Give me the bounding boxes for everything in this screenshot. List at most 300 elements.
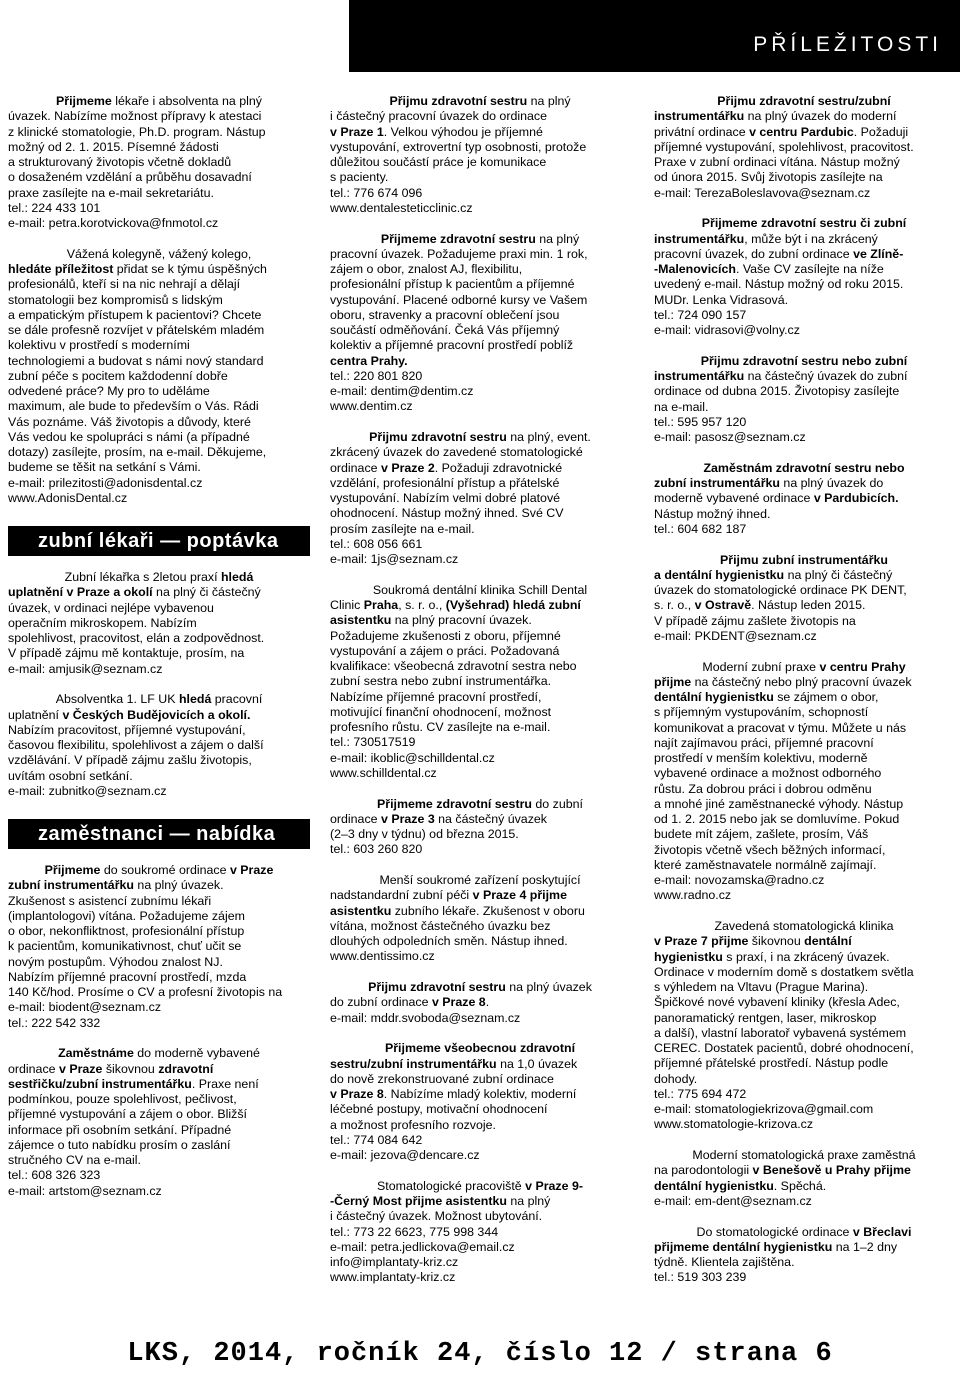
ad-text: i částečný pracovní úvazek do ordinace <box>330 109 547 124</box>
ad-line <box>330 919 630 934</box>
ad-line <box>8 970 310 985</box>
ad-line <box>654 476 954 491</box>
ad-text-bold: (Vyšehrad) hledá zubní <box>445 598 581 612</box>
ad-text: týdně. Klientela zajištěna. <box>654 1255 795 1269</box>
ad-line <box>330 293 630 308</box>
ad-line <box>330 995 630 1010</box>
ad-text: a strukturovaný životopis včetně dokladů <box>8 155 232 169</box>
ad-text: na částečný úvazek do zubní <box>744 369 908 383</box>
ad-text: tel.: 604 682 187 <box>654 521 747 536</box>
ad-line <box>654 216 954 231</box>
ad-line <box>8 753 310 768</box>
ad-text: e-mail: artstom@seznam.cz <box>8 1183 162 1198</box>
ad-line <box>330 384 630 399</box>
ad-text: a další), vlastní laboratoř vybavená systémem <box>654 1025 907 1040</box>
ad-text: vítána, možnost částečného úvazku bez <box>330 918 551 933</box>
ad-text: novým postupům. Výhodou znalost NJ. <box>8 954 223 969</box>
ad-line <box>8 955 310 970</box>
ad-text: kolektiv a příjemné pracovní prostředí poblíž <box>330 338 574 353</box>
classified-ad <box>8 1046 310 1199</box>
ad-text: www.dentalesteticclinic.cz <box>330 200 473 215</box>
ad-text: , s. r. o., <box>398 598 446 612</box>
ad-text: (2–3 dny v týdnu) od března 2015. <box>330 827 519 841</box>
ad-line <box>330 598 630 613</box>
ad-text: . Vaše CV zasílejte na níže <box>735 262 884 276</box>
ad-text-bold: sestru/zubní instrumentářku <box>330 1056 497 1071</box>
ad-line <box>330 354 630 369</box>
ad-line <box>654 614 954 629</box>
ad-line <box>654 721 954 736</box>
ad-line <box>330 751 630 766</box>
ad-line <box>654 568 954 583</box>
ad-line <box>8 186 310 201</box>
ad-text: prostředí v menším kolektivu, moderně <box>654 751 868 765</box>
classified-ad <box>8 247 310 506</box>
ad-text: Clinic <box>330 598 364 612</box>
ad-line <box>8 1092 310 1107</box>
ad-line <box>330 537 630 552</box>
ad-text: www.dentim.cz <box>330 399 413 414</box>
classified-ad <box>330 980 630 1026</box>
ad-text: moderně vybavené ordinace <box>654 491 814 506</box>
ad-text-bold: v Praze 9- <box>525 1178 583 1193</box>
ad-text: V případě zájmu zašlete životopis na <box>654 613 856 628</box>
ad-line <box>654 186 954 201</box>
ad-text-bold: centra Prahy. <box>330 353 408 368</box>
ad-text: k pacientům, komunikativnost, chuť učit se <box>8 939 242 954</box>
ad-text: ordinace <box>330 460 381 475</box>
ad-text: tel.: 773 22 6623, 775 998 344 <box>330 1224 499 1239</box>
ad-line <box>654 965 954 980</box>
ad-line <box>8 863 310 878</box>
header-bar <box>349 0 960 72</box>
ad-text: se zájmem o obor, <box>773 690 879 704</box>
classified-ad <box>8 570 310 677</box>
ad-text: e-mail: em-dent@seznam.cz <box>654 1193 812 1208</box>
ad-text: které zaměstnavatele normálně zajímají. <box>654 857 877 872</box>
ad-text: do nově zrekonstruované zubní ordinace <box>330 1071 554 1086</box>
ad-line <box>330 1057 630 1072</box>
ad-line <box>330 125 630 140</box>
ad-line <box>8 692 310 707</box>
ad-text-bold: zubní instrumentářku <box>654 476 780 490</box>
ad-text: www.schilldental.cz <box>330 765 437 780</box>
ad-line <box>330 140 630 155</box>
ad-line <box>330 797 630 812</box>
ad-text-bold: v Praze 8 <box>431 995 486 1010</box>
ad-line <box>654 293 954 308</box>
ad-text: lékaře i absolventa na plný <box>111 94 262 108</box>
ad-line <box>654 736 954 751</box>
ad-line <box>330 1133 630 1148</box>
ad-text: Moderní stomatologická praxe zaměstná <box>692 1148 916 1162</box>
ad-line <box>330 461 630 476</box>
ad-text: léčebné postupy, motivační ohodnocení <box>330 1102 548 1117</box>
ad-text: www.AdonisDental.cz <box>8 490 128 505</box>
ad-text: Absolventka 1. LF UK <box>55 692 179 707</box>
ad-text: na plný <box>527 94 571 108</box>
ad-text: od 1. 2. 2015 nebo jak se domluvíme. Pokud <box>654 812 900 826</box>
ad-text: tel.: 224 433 101 <box>8 200 101 215</box>
ad-text: . Spěchá. <box>773 1178 827 1193</box>
ad-line <box>8 769 310 784</box>
ad-text: na částečný nebo plný pracovní úvazek <box>691 674 912 689</box>
ad-text: e-mail: stomatologiekrizova@gmail.com <box>654 1102 874 1116</box>
ad-line <box>654 323 954 338</box>
ad-line <box>8 125 310 140</box>
ad-line <box>330 155 630 170</box>
ad-text-bold: hledá <box>220 570 254 584</box>
ad-text: vzdělání, profesionální přístup a přátelské <box>330 475 560 490</box>
ad-line <box>654 1194 954 1209</box>
ad-line <box>8 323 310 338</box>
ad-line <box>8 570 310 585</box>
ad-text-bold: v Praze 7 přijme <box>654 934 749 949</box>
ad-text: životopis včetně všech běžných informací, <box>654 842 886 857</box>
ad-line <box>330 338 630 353</box>
ad-text: . <box>485 995 490 1010</box>
ad-text-bold: Přijmeme <box>44 863 101 877</box>
ad-text: šikovnou <box>748 934 805 949</box>
ad-line <box>654 919 954 934</box>
ad-line <box>654 751 954 766</box>
ad-text: e-mail: dentim@dentim.cz <box>330 384 474 398</box>
ad-text: s. r. o., <box>654 598 695 613</box>
ad-text: tel.: 730517519 <box>330 735 416 750</box>
ad-line <box>8 662 310 677</box>
ad-line <box>8 616 310 631</box>
ad-line <box>654 1255 954 1270</box>
ad-text: dotazy) zasílejte, prosím, na e-mail. Děkujeme, <box>8 445 267 459</box>
ad-text: na plný úvazek do <box>779 476 884 490</box>
ad-line <box>330 491 630 506</box>
ad-text: zubního lékaře. Zkušenost v oboru <box>391 903 585 918</box>
ad-line <box>330 1102 630 1117</box>
ad-text: uvedený e-mail. Nástup možný od roku 2015. <box>654 277 904 292</box>
ad-line <box>654 934 954 949</box>
ad-line <box>330 904 630 919</box>
ad-line <box>654 247 954 262</box>
ad-line <box>8 601 310 616</box>
ad-line <box>8 585 310 600</box>
ad-line <box>8 247 310 262</box>
ad-text: Vás vedou ke spolupráci s námi (a případné <box>8 429 250 444</box>
ad-line <box>8 1000 310 1015</box>
ad-text: e-mail: jezova@dencare.cz <box>330 1148 480 1162</box>
ad-line <box>330 735 630 750</box>
ad-text: na plný či částečný <box>152 585 261 600</box>
ad-text: příjemné přátelské prostředí. Nástup podle <box>654 1056 889 1071</box>
ad-text: Zubní lékařka s 2letou praxí <box>64 570 221 584</box>
ad-line <box>654 583 954 598</box>
ad-text: , může být i na zkrácený <box>744 231 878 246</box>
ad-line <box>654 1117 954 1132</box>
ad-text: tel.: 775 694 472 <box>654 1086 747 1101</box>
ad-text-bold: dentální hygienistku <box>654 690 774 704</box>
ad-text: e-mail: prilezitosti@adonisdental.cz <box>8 475 203 490</box>
ad-text: Špičkové nové vybavení kliniky (křesla Adec, <box>654 995 900 1010</box>
ad-text: do zubní ordinace <box>330 995 432 1010</box>
classified-ad <box>330 873 630 965</box>
ad-text: info@implantaty-kriz.cz <box>330 1255 459 1269</box>
ad-text: Nabízím pracovitost, příjemné vystupování, <box>8 722 246 737</box>
ad-text: e-mail: vidrasovi@volny.cz <box>654 323 800 337</box>
ad-line <box>330 506 630 521</box>
column-1 <box>8 94 310 1214</box>
ad-line <box>8 201 310 216</box>
ad-text: šikovnou <box>102 1061 159 1076</box>
ad-line <box>654 950 954 965</box>
ad-line <box>654 1148 954 1163</box>
classified-ad <box>654 919 954 1133</box>
ad-text: na plný úvazek. <box>133 878 224 893</box>
ad-line <box>330 445 630 460</box>
ad-line <box>654 598 954 613</box>
ad-line <box>330 1270 630 1285</box>
ad-line <box>330 629 630 644</box>
column-3 <box>654 94 954 1301</box>
ad-line <box>330 812 630 827</box>
ad-text: spolehlivost, pracovitost, elán a zodpovědnost. <box>8 631 265 645</box>
ad-text: www.stomatologie-krizova.cz <box>654 1117 814 1132</box>
ad-line <box>8 738 310 753</box>
ad-text: Nabízím příjemné pracovní prostředí, mzda <box>8 969 247 984</box>
ad-text: Vážená kolegyně, vážený kolego, <box>66 246 252 261</box>
ad-line <box>8 476 310 491</box>
ad-text: e-mail: mddr.svoboda@seznam.cz <box>330 1010 521 1025</box>
ad-line <box>654 1087 954 1102</box>
ad-line <box>8 1046 310 1061</box>
ad-line <box>654 812 954 827</box>
ad-text: přidat se k týmu úspěšných <box>113 262 267 276</box>
ad-text: 140 Kč/hod. Prosíme o CV a profesní životopis na <box>8 985 283 999</box>
ad-line <box>654 782 954 797</box>
ad-text: Požadujeme zkušenosti z oboru, příjemné <box>330 628 561 643</box>
classified-ad <box>330 232 630 415</box>
ad-text: na plný pracovní úvazek. <box>391 613 532 628</box>
ad-text: www.dentissimo.cz <box>330 949 435 964</box>
ad-text: nadstandardní zubní péči <box>330 888 473 903</box>
ad-line <box>8 170 310 185</box>
classified-ad <box>8 94 310 231</box>
ad-text: na plný či částečný <box>784 567 893 582</box>
ad-line <box>654 354 954 369</box>
ad-line <box>654 430 954 445</box>
ad-line <box>8 1123 310 1138</box>
ad-line <box>330 94 630 109</box>
ad-text: e-mail: petra.jedlickova@email.cz <box>330 1239 515 1254</box>
ad-text-bold: v Praze 4 přijme <box>472 888 567 903</box>
classified-ad <box>330 94 630 216</box>
ad-text-bold: v Břeclavi <box>852 1224 912 1239</box>
ad-line <box>8 894 310 909</box>
ad-line <box>8 1107 310 1122</box>
ad-line <box>654 660 954 675</box>
ad-line <box>654 400 954 415</box>
ad-line <box>330 613 630 628</box>
ad-text: příjemné vystupování a zájem o obor. Bližší <box>8 1107 247 1122</box>
ad-line <box>8 94 310 109</box>
classified-ad <box>654 216 954 338</box>
ad-text: časovou flexibilitu, spolehlivost a zájem o další <box>8 738 264 752</box>
ad-text: a empatickým přístupem k pacientovi? Chcete <box>8 307 262 322</box>
ad-line <box>654 1225 954 1240</box>
ad-text-bold: v Pardubicích. <box>813 491 899 506</box>
ad-text-bold: dentální <box>804 934 852 949</box>
ad-text-bold: v centru Pardubic <box>749 124 854 139</box>
ad-text: od února 2015. Svůj životopis zasílejte na <box>654 170 883 185</box>
ad-text: odvedené práce? My pro to uděláme <box>8 384 210 398</box>
classified-ad <box>654 660 954 904</box>
ad-text-bold: Přijmu zdravotní sestru <box>389 94 528 108</box>
ad-text: e-mail: zubnitko@seznam.cz <box>8 783 167 798</box>
ad-text-bold: ve Zlíně- <box>853 246 904 261</box>
ad-text: . Požaduji <box>853 124 909 139</box>
ad-text-bold: zdravotní <box>158 1061 214 1076</box>
ad-text: tel.: 776 674 096 <box>330 185 423 200</box>
ad-line <box>654 827 954 842</box>
classified-ad <box>330 1179 630 1286</box>
ad-text: tel.: 608 056 661 <box>330 536 423 551</box>
ad-text: e-mail: pasosz@seznam.cz <box>654 430 806 444</box>
ad-line <box>654 384 954 399</box>
ad-text: vybavené ordinace a možnost odborného <box>654 766 882 781</box>
ad-text-bold: Přijmu zubní instrumentářku <box>720 552 888 567</box>
classified-ad <box>330 583 630 781</box>
ad-line <box>330 109 630 124</box>
ad-text-bold: přijme <box>654 674 692 689</box>
ad-line <box>654 873 954 888</box>
ad-text-bold: Přijmeme zdravotní sestru <box>377 796 532 811</box>
ad-text: e-mail: novozamska@radno.cz <box>654 873 825 887</box>
ad-line <box>654 262 954 277</box>
ad-line <box>8 1016 310 1031</box>
ad-line <box>654 155 954 170</box>
ad-text-bold: v Praze 3 <box>380 811 435 826</box>
ad-line <box>330 399 630 414</box>
ad-line <box>654 888 954 903</box>
ad-line <box>8 1168 310 1183</box>
ad-line <box>654 843 954 858</box>
ad-text: prosím zasílejte na e-mail. <box>330 521 475 536</box>
ad-text: V případě zájmu mě kontaktuje, prosím, na <box>8 646 245 661</box>
ad-line <box>330 522 630 537</box>
ad-line <box>330 170 630 185</box>
classified-ad <box>330 1041 630 1163</box>
ad-text: zubní sestra nebo zubní instrumentářka. <box>330 674 552 689</box>
ad-line <box>330 1041 630 1056</box>
ad-text-bold: Přijmu zdravotní sestru <box>369 430 507 444</box>
ad-line <box>330 1011 630 1026</box>
ad-text-bold: zubní instrumentářku <box>8 878 134 893</box>
ad-text-bold: instrumentářku <box>654 109 745 124</box>
ad-line <box>8 293 310 308</box>
ad-text: na 1,0 úvazek <box>496 1056 578 1071</box>
ad-line <box>8 723 310 738</box>
ad-text: ordinace od dubna 2015. Životopisy zasílejte <box>654 384 900 399</box>
ad-line <box>330 659 630 674</box>
ad-text: Zkušenost s asistencí zubnímu lékaři <box>8 893 212 908</box>
ad-line <box>654 1163 954 1178</box>
ad-text-bold: Přijmu zdravotní sestru <box>368 980 506 994</box>
ad-text: . Velkou výhodou je příjemné <box>383 124 543 139</box>
ad-text: tel.: 603 260 820 <box>330 842 423 857</box>
ad-text: úvazek do stomatologické ordinace PK DENT, <box>654 583 907 597</box>
ad-line <box>330 201 630 216</box>
ad-line <box>330 1209 630 1224</box>
ad-line <box>330 949 630 964</box>
ad-line <box>654 766 954 781</box>
ad-text: stomatologii bez kompromisů s lidským <box>8 292 223 307</box>
ad-text: s výhledem na Vltavu (Prague Marina). <box>654 980 869 994</box>
ad-text: Praxe v zubní ordinaci vítána. Nástup možný <box>654 155 900 169</box>
ad-line <box>654 109 954 124</box>
ad-text: e-mail: ikoblic@schilldental.cz <box>330 750 495 765</box>
ad-text: na plný <box>535 231 580 246</box>
ad-text-bold: hledá <box>178 692 212 707</box>
ad-text-bold: asistentku <box>330 613 392 628</box>
ad-text-bold: Přijmeme zdravotní sestru <box>380 231 536 246</box>
ad-line <box>654 675 954 690</box>
ad-text: zájemce o tuto nabídku prosím o zaslání <box>8 1137 231 1152</box>
ad-text-bold: -Černý Most přijme asistentku <box>330 1194 507 1208</box>
ad-line <box>330 827 630 842</box>
ad-text-bold: Přijmeme zdravotní sestru či zubní <box>701 216 907 231</box>
ad-text-bold: Praha <box>363 598 399 612</box>
ad-line <box>8 924 310 939</box>
ad-text: ordinace <box>8 1061 59 1076</box>
ad-line <box>654 308 954 323</box>
ad-text: uvítám osobní setkání. <box>8 768 133 783</box>
ad-text: tel.: 774 084 642 <box>330 1132 423 1147</box>
ad-line <box>654 1072 954 1087</box>
ad-text: příjemné vystupování, spolehlivost, pracovitost. <box>654 139 914 154</box>
section-heading: zubní lékaři — poptávka <box>8 526 310 556</box>
classified-ad <box>654 354 954 446</box>
ad-text: se dále profesně rozvíjet v přátelském mladém <box>8 323 265 337</box>
ad-text: do moderně vybavené <box>133 1046 260 1061</box>
ad-text: a mnohé jiné zaměstnanecké výhody. Nástup <box>654 796 904 811</box>
ad-line <box>330 262 630 277</box>
ad-line <box>330 690 630 705</box>
ad-text: pracovní úvazek, do zubní ordinace <box>654 246 854 261</box>
ad-text: tel.: 595 957 120 <box>654 414 747 429</box>
ad-line <box>330 934 630 949</box>
ad-line <box>330 308 630 323</box>
ad-text: tel.: 222 542 332 <box>8 1015 101 1030</box>
ad-text: i částečný úvazek. Možnost ubytování. <box>330 1209 543 1224</box>
ad-text-bold: Zaměstnám zdravotní sestru nebo <box>703 460 905 475</box>
ad-line <box>8 909 310 924</box>
classified-ad <box>654 461 954 537</box>
ad-text: CEREC. Dostatek pacientů, dobré ohodnocení, <box>654 1041 914 1055</box>
ad-line <box>8 1077 310 1092</box>
ad-line <box>654 1026 954 1041</box>
ad-text-bold: sestřičku/zubní instrumentářku <box>8 1076 192 1091</box>
ad-text-bold: v Benešově u Prahy přijme <box>752 1163 911 1178</box>
ad-line <box>8 631 310 646</box>
ad-line <box>8 308 310 323</box>
classified-ad <box>330 430 630 567</box>
ad-line <box>654 1041 954 1056</box>
ad-text: (implantologovi) vítána. Požadujeme zájem <box>8 908 245 923</box>
ad-line <box>8 354 310 369</box>
ad-line <box>654 491 954 506</box>
ad-text: . Praxe není <box>191 1076 259 1091</box>
ad-text: tel.: 220 801 820 <box>330 368 423 383</box>
ad-text: Stomatologické pracoviště <box>377 1178 526 1193</box>
classified-ad <box>654 1225 954 1286</box>
